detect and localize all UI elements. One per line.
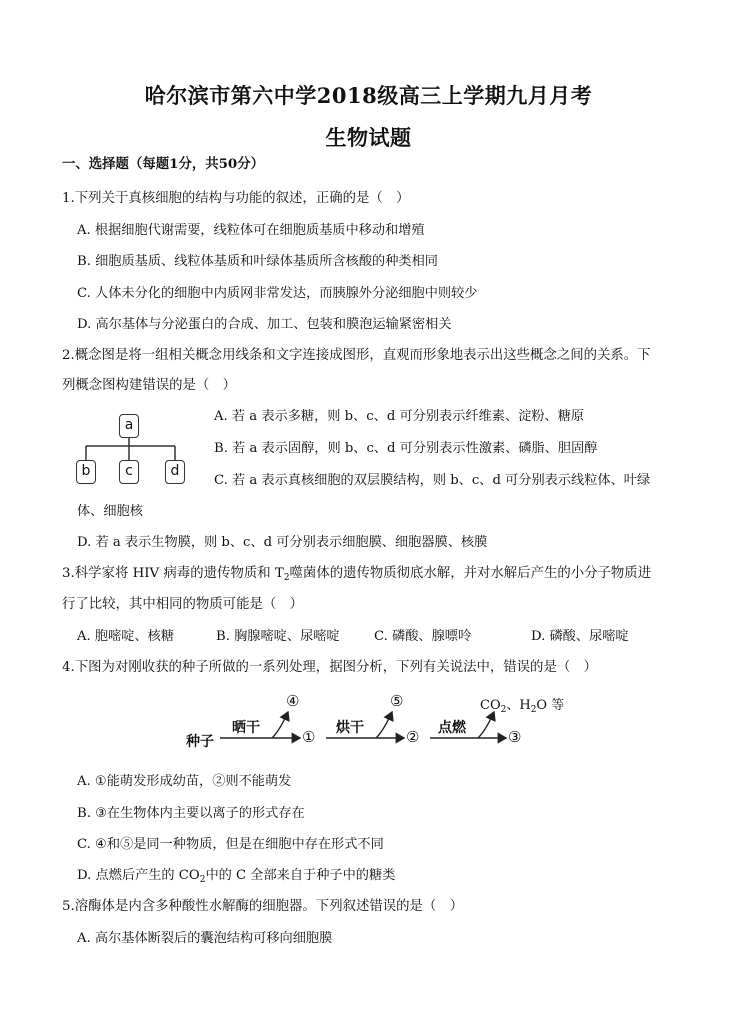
flow-step-sun-dry: 晒干: [232, 720, 260, 736]
exam-title: 哈尔滨市第六中学2018级高三上学期九月月考: [144, 83, 593, 108]
flow-products-label: [480, 694, 564, 715]
flow-node-4: ④: [286, 692, 300, 710]
flow-node-1: ①: [302, 728, 316, 746]
concept-box-b: b: [76, 460, 96, 484]
question-1-stem: 1.下列关于真核细胞的结构与功能的叙述，正确的是（ ）: [62, 191, 410, 206]
flow-seed-label: 种子: [186, 734, 214, 750]
flow-node-3: ③: [508, 728, 522, 746]
q4-option-c: C. ④和⑤是同一种物质，但是在细胞中存在形式不同: [77, 837, 384, 852]
q4-option-d-subscript: 2: [199, 875, 206, 885]
q2-option-c: C. 若 a 表示真核细胞的双层膜结构，则 b、c、d 可分别表示线粒体、叶绿: [214, 473, 651, 488]
q3-stem-part1: 3.科学家将 HIV 病毒的遗传物质和 T: [62, 566, 284, 581]
q4-option-b: B. ③在生物体内主要以离子的形式存在: [77, 806, 305, 821]
flow-h2o-subscript: 2: [530, 705, 537, 715]
q1-option-c: C. 人体未分化的细胞中内质网非常发达，而胰腺外分泌细胞中则较少: [77, 286, 478, 301]
q4-option-a: A. ①能萌发形成幼苗，②则不能萌发: [77, 774, 292, 789]
seed-flow-diagram: [180, 690, 565, 755]
flow-node-5: ⑤: [390, 692, 404, 710]
q3-stem-subscript: 2: [283, 573, 290, 583]
q3-option-c: C. 磷酸、腺嘌呤: [374, 629, 472, 644]
flow-h-text: 、H: [506, 698, 531, 713]
question-3-stem-line2: 行了比较，其中相同的物质可能是（ ）: [62, 597, 304, 612]
flow-co2-subscript: 2: [500, 705, 507, 715]
flow-node-2: ②: [406, 728, 420, 746]
q3-option-a: A. 胞嘧啶、核糖: [77, 629, 175, 644]
concept-box-c: c: [119, 460, 139, 484]
question-3-stem-line1: [62, 565, 651, 587]
q3-option-d: D. 磷酸、尿嘧啶: [531, 629, 629, 644]
exam-subtitle: 生物试题: [325, 125, 412, 150]
question-4-stem: 4.下图为对刚收获的种子所做的一系列处理，据图分析，下列有关说法中，错误的是（ ）: [62, 660, 598, 675]
concept-box-a: a: [119, 414, 139, 438]
q3-option-b: B. 胸腺嘧啶、尿嘧啶: [216, 629, 340, 644]
concept-box-d: d: [165, 460, 185, 484]
q1-option-a: A. 根据细胞代谢需要，线粒体可在细胞质基质中移动和增殖: [77, 223, 425, 238]
q2-option-c-continued: 体、细胞核: [77, 504, 143, 519]
q4-option-d-part1: D. 点燃后产生的 CO: [77, 868, 200, 883]
flow-step-oven-dry: 烘干: [336, 720, 364, 736]
q4-option-d: [77, 867, 395, 889]
q2-option-a: A. 若 a 表示多糖，则 b、c、d 可分别表示纤维素、淀粉、糖原: [214, 409, 585, 424]
flow-co-text: CO: [480, 698, 501, 713]
question-5-stem: 5.溶酶体是内含多种酸性水解酶的细胞器。下列叙述错误的是（ ）: [62, 899, 464, 914]
flow-o-text: O 等: [536, 698, 565, 713]
q5-option-a: A. 高尔基体断裂后的囊泡结构可移向细胞膜: [77, 931, 333, 946]
concept-diagram: [64, 410, 194, 490]
q3-stem-part2: 噬菌体的遗传物质彻底水解，并对水解后产生的小分子物质进: [289, 566, 652, 581]
question-2-stem-line1: 2.概念图是将一组相关概念用线条和文字连接成图形，直观而形象地表示出这些概念之间的关系。下: [62, 348, 651, 363]
section-heading: 一、选择题（每题1分，共50分）: [62, 156, 265, 172]
q2-option-d: D. 若 a 表示生物膜，则 b、c、d 可分别表示细胞膜、细胞器膜、核膜: [77, 535, 488, 550]
question-2-stem-line2: 列概念图构建错误的是（ ）: [62, 378, 237, 393]
q1-option-b: B. 细胞质基质、线粒体基质和叶绿体基质所含核酸的种类相同: [77, 254, 438, 269]
flow-step-burn: 点燃: [438, 720, 466, 736]
q4-option-d-part2: 中的 C 全部来自于种子中的糖类: [205, 868, 396, 883]
q1-option-d: D. 高尔基体与分泌蛋白的合成、加工、包装和膜泡运输紧密相关: [77, 317, 452, 332]
q2-option-b: B. 若 a 表示固醇，则 b、c、d 可分别表示性激素、磷脂、胆固醇: [214, 441, 598, 456]
